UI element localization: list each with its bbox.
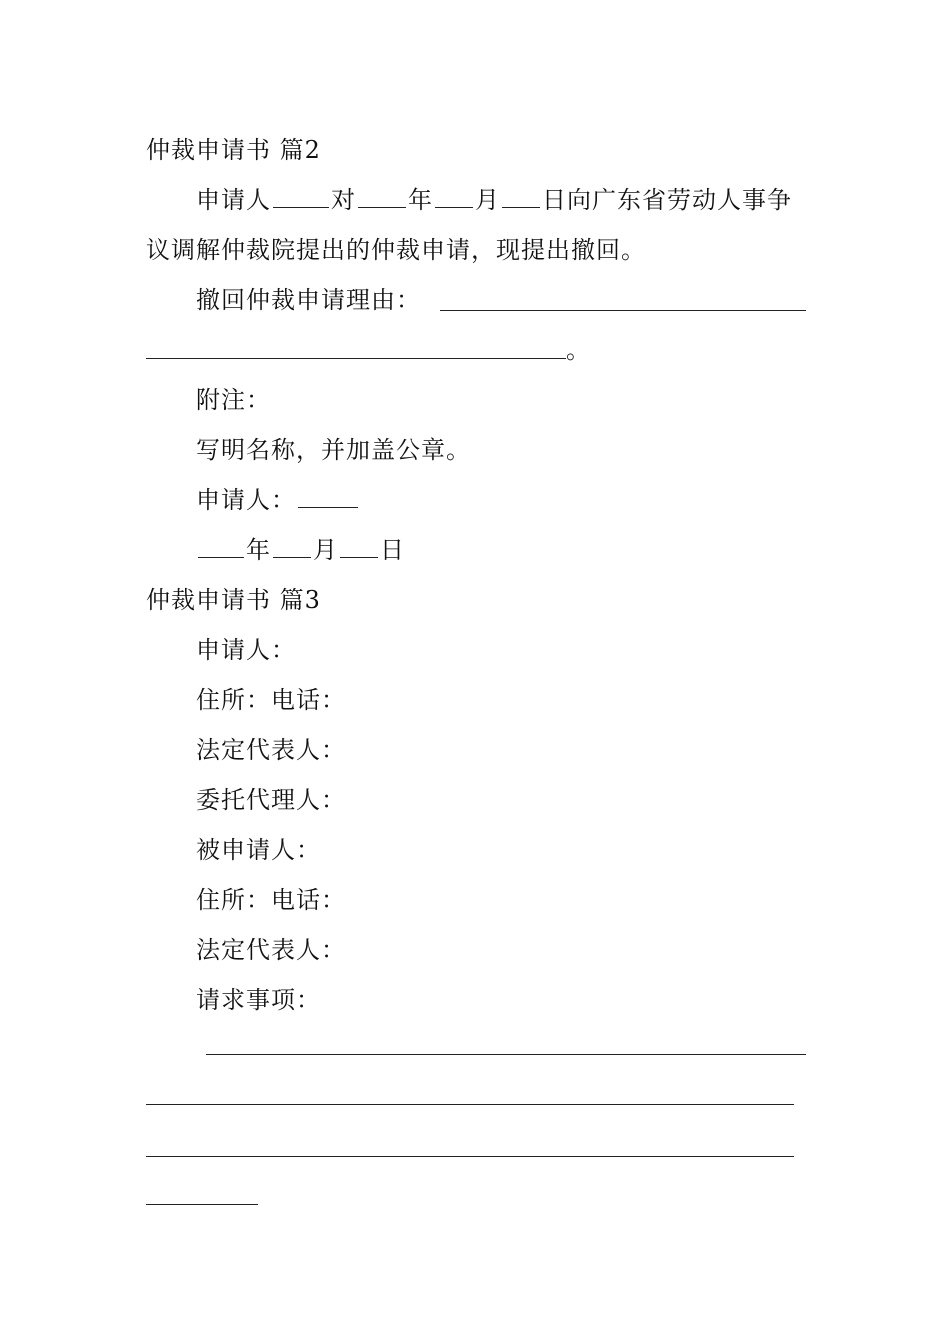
text-day-rest: 日向广东省劳动人事争: [542, 186, 792, 214]
field-respondent-legal-rep: 法定代表人：: [196, 936, 346, 964]
section3-heading: 仲裁申请书 篇3: [146, 586, 321, 614]
field-applicant-address-phone: 住所：电话：: [196, 686, 346, 714]
blank-date-month: [273, 535, 311, 558]
applicant-signature-line: [196, 484, 360, 516]
text-year: 年: [408, 186, 433, 214]
applicant-label: 申请人：: [196, 486, 296, 514]
field-respondent-address-phone: 住所：电话：: [196, 886, 346, 914]
field-agent: 委托代理人：: [196, 786, 346, 814]
blank-day: [502, 185, 540, 208]
blank-month: [435, 185, 473, 208]
text-applicant: 申请人: [196, 186, 271, 214]
reason-blank-line1: [440, 310, 806, 311]
claims-blank-line1: [206, 1054, 806, 1055]
date-month: 月: [313, 536, 338, 564]
blank-applicant-signature: [298, 485, 358, 508]
field-applicant: 申请人：: [196, 636, 296, 664]
claims-blank-line2: [146, 1104, 794, 1105]
field-respondent: 被申请人：: [196, 836, 321, 864]
blank-date-year: [198, 535, 244, 558]
note-text: 写明名称，并加盖公章。: [196, 436, 471, 464]
field-applicant-legal-rep: 法定代表人：: [196, 736, 346, 764]
text-month: 月: [475, 186, 500, 214]
date-year: 年: [246, 536, 271, 564]
reason-blank-line2: [146, 358, 566, 359]
blank-date-day: [340, 535, 378, 558]
blank-year: [358, 185, 406, 208]
withdraw-paragraph-line2: 议调解仲裁院提出的仲裁申请，现提出撤回。: [146, 236, 646, 264]
section2-heading: 仲裁申请书 篇2: [146, 136, 321, 164]
field-claims: 请求事项：: [196, 986, 321, 1014]
claims-blank-line3: [146, 1156, 794, 1157]
date-line: [196, 534, 405, 566]
claims-blank-line4: [146, 1204, 258, 1205]
withdraw-reason-label: 撤回仲裁申请理由：: [196, 286, 421, 314]
reason-end-period: 。: [566, 336, 591, 364]
note-label: 附注：: [196, 386, 271, 414]
text-against: 对: [331, 186, 356, 214]
withdraw-paragraph-line1: [196, 184, 792, 216]
date-day: 日: [380, 536, 405, 564]
blank-applicant: [273, 185, 329, 208]
